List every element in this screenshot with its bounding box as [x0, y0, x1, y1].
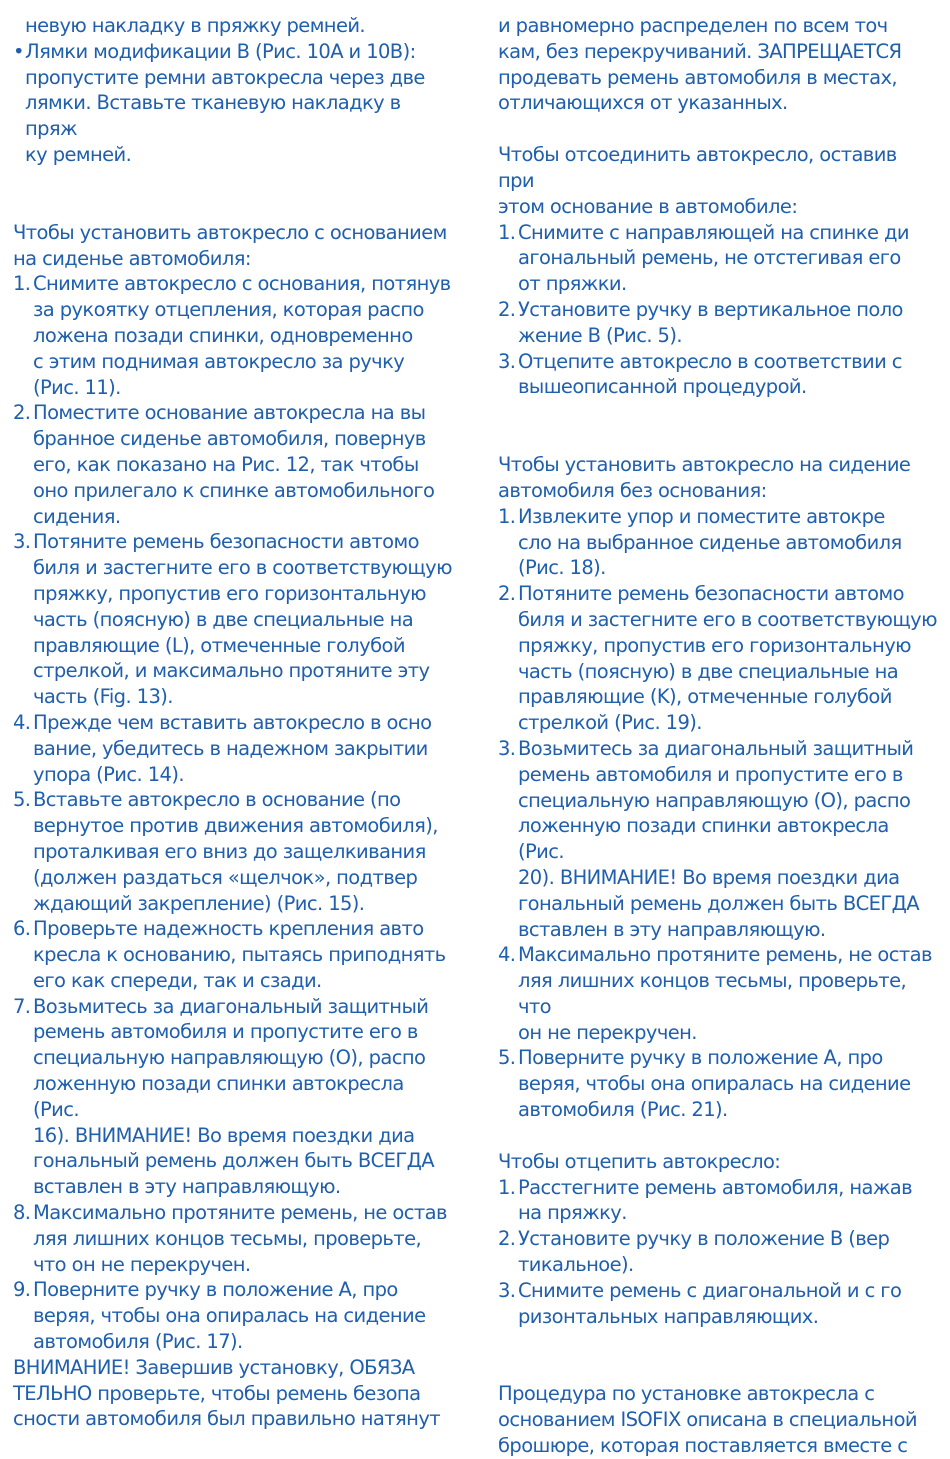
text-line: ВНИМАНИЕ! Завершив установку, ОБЯЗА [13, 1355, 415, 1379]
text-line: невую накладку в пряжку ремней. [25, 14, 366, 37]
text-line: Максимально протяните ремень, не остав [518, 943, 932, 967]
right-column [498, 13, 938, 1459]
list-item [13, 1200, 453, 1277]
text-line: ложенную позади спинки автокресла (Рис. [518, 814, 889, 864]
text-line: Поверните ручку в положение A, про [518, 1046, 883, 1070]
text-line: гональный ремень должен быть ВСЕГДА [518, 891, 920, 915]
list-item [13, 994, 453, 1200]
text-line: ждающий закрепление) (Рис. 15). [33, 891, 365, 915]
text-line: ложена позади спинки, одновременно [33, 323, 413, 347]
text-line: кресла к основанию, пытаясь приподнять [33, 943, 446, 967]
text-line: Извлеките упор и поместите автокре [518, 504, 885, 528]
text-line: пряжку, пропустив его горизонтальную [33, 581, 426, 605]
text-line: Чтобы установить автокресло с основанием [13, 220, 447, 244]
list-item [498, 1045, 938, 1122]
list-item [13, 400, 453, 529]
list-item [498, 349, 938, 401]
text-line: ремень автомобиля и пропустите его в [33, 1020, 418, 1044]
text-line: стрелкой (Рис. 19). [518, 711, 702, 735]
text-line: Снимите автокресло с основания, потянув [33, 272, 451, 296]
text-line: агональный ремень, не отстегивая его [518, 246, 901, 270]
text-line: сло на выбранное сиденье автомобиля [518, 530, 902, 554]
text-line: ку ремней. [25, 142, 132, 166]
bullet-item [13, 39, 453, 168]
text-line: Потяните ремень безопасности автомо [518, 582, 904, 606]
text-line: веряя, чтобы она опиралась на сидение [518, 1072, 911, 1096]
no-base-steps-list [498, 504, 938, 1123]
text-line: от пряжки. [518, 272, 627, 296]
detach-steps-list [498, 220, 938, 401]
text-line: Потяните ремень безопасности автомо [33, 530, 419, 554]
list-item [498, 1175, 938, 1227]
text-line: продевать ремень автомобиля в местах, [498, 65, 897, 89]
text-line: брошюре, которая поставляется вместе с [498, 1434, 908, 1458]
step-number: 5. [498, 1046, 516, 1070]
step-number: 3. [498, 349, 516, 373]
step-number: 7. [13, 994, 31, 1018]
text-line: оно прилегало к спинке автомобильного [33, 478, 435, 502]
text-line: проталкивая его вниз до защелкивания [33, 839, 426, 863]
text-line: ляя лишних концов тесьмы, проверьте, что [518, 969, 907, 1018]
section-intro-unhook [498, 1149, 938, 1175]
text-line: вставлен в эту направляющую. [518, 917, 826, 941]
text-line: Поместите основание автокресла на вы [33, 401, 426, 425]
step-number: 2. [498, 1227, 516, 1251]
text-line: тикальное). [518, 1253, 634, 1277]
installation-steps-list [13, 271, 453, 1354]
step-number: 4. [13, 710, 31, 734]
text-line: 16). ВНИМАНИЕ! Во время поездки диа [33, 1123, 415, 1147]
step-number: 1. [498, 504, 516, 528]
step-number: 4. [498, 943, 516, 967]
section-intro-detach [498, 142, 938, 219]
text-line: (Рис. 11). [33, 375, 121, 399]
text-line: основанием ISOFIX описана в специальной [498, 1408, 917, 1432]
step-number: 3. [498, 736, 516, 760]
step-number: 6. [13, 917, 31, 941]
text-line: автомобиля (Рис. 17). [33, 1330, 243, 1354]
text-line: лямки. Вставьте тканевую накладку в пряж [25, 91, 401, 141]
step-number: 2. [498, 582, 516, 606]
text-line: Возьмитесь за диагональный защитный [33, 994, 429, 1018]
text-line: Чтобы установить автокресло на сидение [498, 453, 911, 477]
text-line: Вставьте автокресло в основание (по [33, 788, 401, 812]
text-line: биля и застегните его в соответствующую [518, 607, 937, 631]
section-intro-with-base [13, 220, 453, 272]
list-item [498, 297, 938, 349]
text-line: отличающихся от указанных. [498, 91, 788, 115]
step-number: 8. [13, 1201, 31, 1225]
text-line: на сиденье автомобиля: [13, 246, 251, 270]
text-line: автомобиля (Рис. 21). [518, 1098, 728, 1122]
text-line: Установите ручку в положение B (вер [518, 1227, 890, 1251]
text-line: бранное сиденье автомобиля, повернув [33, 427, 426, 451]
text-line: стрелкой, и максимально протяните эту [33, 659, 430, 683]
text-line: жение B (Рис. 5). [518, 323, 682, 347]
list-item [498, 504, 938, 581]
isofix-paragraph [498, 1381, 938, 1458]
text-line: этом основание в автомобиле: [498, 194, 798, 218]
text-line: часть (поясную) в две специальные на [33, 607, 414, 631]
warning-paragraph [13, 1355, 453, 1432]
text-line: ложенную позади спинки автокресла (Рис. [33, 1072, 404, 1121]
text-line: биля и застегните его в соответствующую [33, 556, 452, 580]
text-line: кам, без перекручиваний. ЗАПРЕЩАЕТСЯ [498, 39, 902, 63]
list-item [13, 1277, 453, 1354]
text-line: (должен раздаться «щелчок», подтвер [33, 865, 418, 889]
left-column [13, 13, 453, 1432]
step-number: 3. [498, 1278, 516, 1302]
text-line: и равномерно распределен по всем точ [498, 14, 888, 37]
text-line: вышеописанной процедурой. [518, 375, 807, 399]
step-number: 1. [498, 220, 516, 244]
list-item [498, 220, 938, 297]
list-item [13, 787, 453, 916]
continuation-text [13, 13, 453, 39]
text-line: Снимите ремень с диагональной и с го [518, 1278, 902, 1302]
text-line: часть (поясную) в две специальные на [518, 659, 899, 683]
list-item [13, 529, 453, 710]
text-line: пропустите ремни автокресла через две [25, 65, 425, 89]
step-number: 3. [13, 530, 31, 554]
text-line: (Рис. 18). [518, 556, 606, 580]
text-line: Проверьте надежность крепления авто [33, 917, 424, 941]
text-line: специальную направляющую (O), распо [33, 1046, 426, 1070]
list-item [13, 710, 453, 787]
list-item [498, 736, 938, 942]
text-line: с этим поднимая автокресло за ручку [33, 349, 405, 373]
text-line: веряя, чтобы она опиралась на сидение [33, 1304, 426, 1328]
text-line: упора (Рис. 14). [33, 762, 184, 786]
text-line: вернутое против движения автомобиля), [33, 814, 438, 838]
text-line: часть (Fig. 13). [33, 685, 173, 709]
text-line: Процедура по установке автокресла с [498, 1382, 875, 1406]
text-line: Чтобы отцепить автокресло: [498, 1149, 781, 1173]
continuation-text [498, 13, 938, 116]
list-item [498, 942, 938, 1045]
text-line: ляя лишних концов тесьмы, проверьте, [33, 1226, 422, 1250]
text-line: его как спереди, так и сзади. [33, 968, 322, 992]
text-line: он не перекручен. [518, 1020, 697, 1044]
list-item [498, 1278, 938, 1330]
text-line: Отцепите автокресло в соответствии с [518, 349, 902, 373]
text-line: автомобиля без основания: [498, 478, 767, 502]
step-number: 2. [13, 401, 31, 425]
text-line: на пряжку. [518, 1201, 627, 1225]
text-line: Расстегните ремень автомобиля, нажав [518, 1175, 913, 1199]
unhook-steps-list [498, 1175, 938, 1330]
list-item [13, 916, 453, 993]
list-item [498, 1226, 938, 1278]
text-line: вставлен в эту направляющую. [33, 1175, 341, 1199]
text-line: Лямки модификации B (Рис. 10A и 10B): [25, 39, 416, 63]
text-line: пряжку, пропустив его горизонтальную [518, 633, 911, 657]
step-number: 1. [498, 1175, 516, 1199]
section-intro-without-base [498, 452, 938, 504]
text-line: Максимально протяните ремень, не остав [33, 1201, 447, 1225]
text-line: ТЕЛЬНО проверьте, чтобы ремень безопа [13, 1381, 421, 1405]
text-line: гональный ремень должен быть ВСЕГДА [33, 1149, 435, 1173]
text-line: сидения. [33, 504, 121, 528]
text-line: ризонтальных направляющих. [518, 1304, 819, 1328]
text-line: Прежде чем вставить автокресло в осно [33, 710, 432, 734]
text-line: сности автомобиля был правильно натянут [13, 1407, 441, 1431]
step-number: 2. [498, 297, 516, 321]
text-line: Установите ручку в вертикальное поло [518, 297, 903, 321]
list-item [498, 581, 938, 736]
bullet-marker: • [13, 39, 24, 63]
step-number: 1. [13, 272, 31, 296]
step-number: 9. [13, 1278, 31, 1302]
text-line: правляющие (L), отмеченные голубой [33, 633, 405, 657]
text-line: ремень автомобиля и пропустите его в [518, 762, 903, 786]
text-line: Чтобы отсоединить автокресло, оставив при [498, 143, 897, 192]
step-number: 5. [13, 788, 31, 812]
text-line: Снимите с направляющей на спинке ди [518, 220, 909, 244]
text-line: Возьмитесь за диагональный защитный [518, 736, 914, 760]
text-line: что он не перекручен. [33, 1252, 251, 1276]
text-line: за рукоятку отцепления, которая распо [33, 298, 424, 322]
text-line: вание, убедитесь в надежном закрытии [33, 736, 428, 760]
text-line: 20). ВНИМАНИЕ! Во время поездки диа [518, 865, 900, 889]
text-line: специальную направляющую (O), распо [518, 788, 911, 812]
list-item [13, 271, 453, 400]
text-line: его, как показано на Рис. 12, так чтобы [33, 452, 419, 476]
text-line: правляющие (K), отмеченные голубой [518, 685, 892, 709]
text-line: Поверните ручку в положение A, про [33, 1278, 398, 1302]
